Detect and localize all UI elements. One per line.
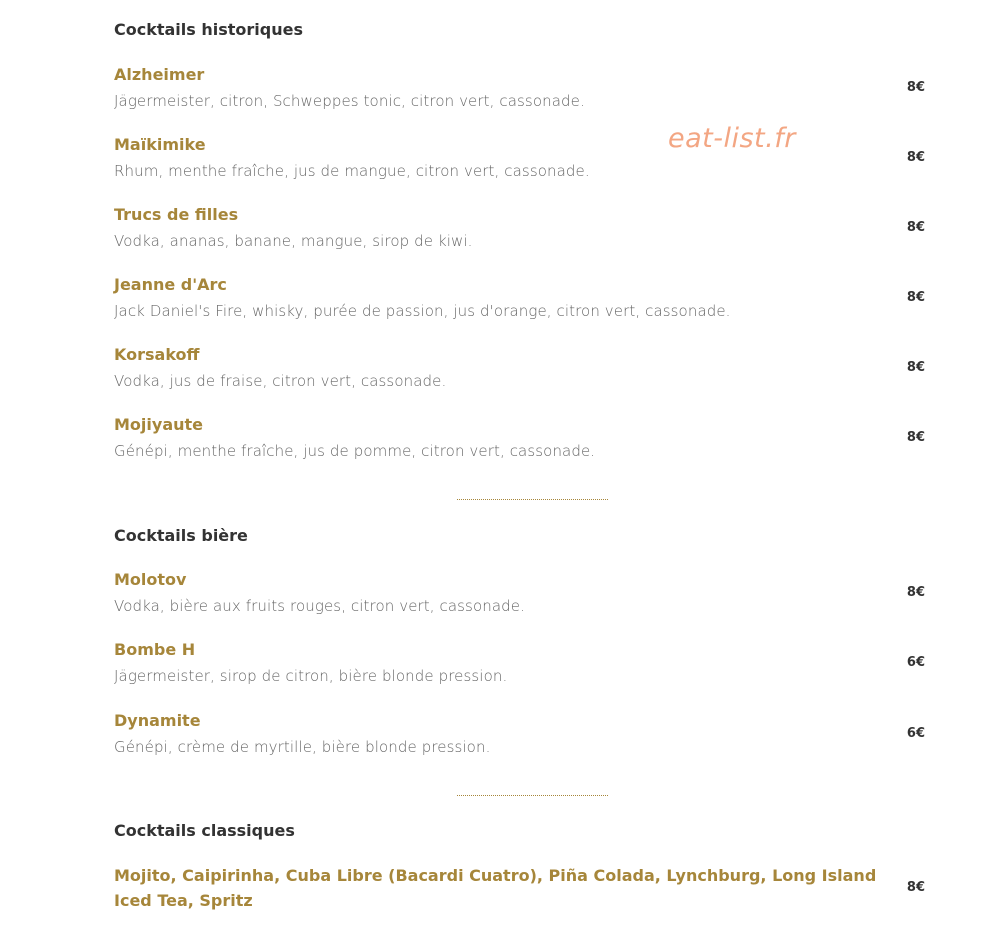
item-description: Rhum, menthe fraîche, jus de mangue, citron vert, cassonade. [114,162,590,180]
item-price: 8€ [906,585,925,600]
item-name: Trucs de filles [114,205,239,224]
item-price: 6€ [906,655,925,670]
section-title-biere: Cocktails bière [114,526,248,545]
item-name: Mojiyaute [114,415,203,434]
watermark: eat-list.fr [668,123,796,154]
section-divider [457,795,608,796]
item-name: Molotov [114,570,187,589]
item-name: Maïkimike [114,135,206,154]
item-price: 6€ [906,726,925,741]
item-description: Jägermeister, sirop de citron, bière blonde pression. [114,667,508,685]
item-description: Vodka, ananas, banane, mangue, sirop de kiwi. [114,232,473,250]
item-name: Mojito, Caipirinha, Cuba Libre (Bacardi Cuatro), Piña Colada, Lynchburg, Long Island Iced Tea, Spritz [114,866,877,910]
item-description: Jack Daniel's Fire, whisky, purée de passion, jus d'orange, citron vert, cassonade. [114,302,731,320]
item-name: Dynamite [114,711,201,730]
item-description: Vodka, jus de fraise, citron vert, cassonade. [114,372,447,390]
item-price: 8€ [906,80,925,95]
item-price: 8€ [906,360,925,375]
item-name: Bombe H [114,640,196,659]
item-name: Jeanne d'Arc [114,275,227,294]
item-description: Génépi, menthe fraîche, jus de pomme, citron vert, cassonade. [114,442,596,460]
section-title-classiques: Cocktails classiques [114,821,295,840]
item-price: 8€ [906,430,925,445]
item-name: Alzheimer [114,65,205,84]
item-price: 8€ [906,150,925,165]
item-name: Korsakoff [114,345,200,364]
section-title-historiques: Cocktails historiques [114,20,303,39]
item-description: Génépi, crème de myrtille, bière blonde pression. [114,738,491,756]
item-price: 8€ [906,220,925,235]
item-price: 8€ [906,290,925,305]
section-divider [457,499,608,500]
item-description: Vodka, bière aux fruits rouges, citron vert, cassonade. [114,597,525,615]
item-description: Jägermeister, citron, Schweppes tonic, citron vert, cassonade. [114,92,585,110]
item-price: 8€ [906,880,925,895]
